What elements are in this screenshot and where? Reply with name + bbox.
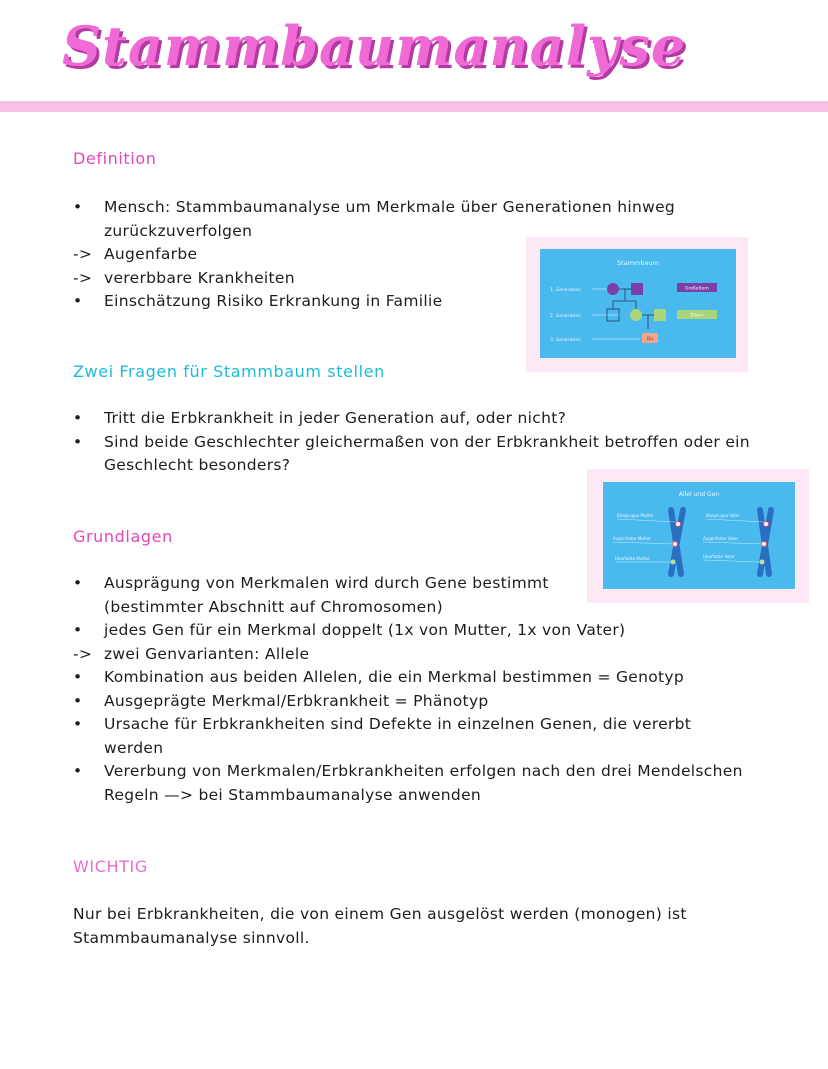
du-label: Du — [646, 337, 654, 342]
list-item-text: Einschätzung Risiko Erkrankung in Familie — [104, 292, 443, 310]
bullet-marker: • — [73, 715, 83, 733]
male-symbol — [654, 309, 666, 321]
page-title: Stammbaumanalyse — [62, 14, 687, 78]
bullet-marker: • — [73, 574, 83, 592]
allel-label-right: Augenfarbe Vater — [703, 536, 739, 541]
bullet-marker: • — [73, 409, 83, 427]
male-symbol — [631, 283, 643, 295]
allel-marker — [760, 560, 765, 565]
bullet-marker: • — [73, 668, 83, 686]
generation-label: 2. Generation — [550, 314, 581, 319]
female-symbol — [607, 283, 619, 295]
label-pointer-line — [706, 519, 764, 522]
allel-marker — [671, 560, 676, 565]
list-item — [0, 619, 743, 643]
list-item-text: Sind beide Geschlechter gleichermaßen von der Erbkrankheit betroffen oder ein — [104, 432, 750, 451]
paragraph-line: Stammbaumanalyse sinnvoll. — [73, 928, 310, 947]
allel-marker — [764, 522, 769, 527]
list-item — [0, 196, 675, 220]
label-pointer-line — [703, 542, 762, 544]
list-item — [0, 407, 750, 431]
bullet-marker: • — [73, 691, 83, 710]
bullet-marker: • — [73, 621, 83, 639]
list-item — [0, 596, 743, 620]
stammbaum-figure — [540, 249, 736, 358]
bullet-marker: • — [73, 292, 83, 310]
list-item-text: Mensch: Stammbaumanalyse um Merkmale über Generationen hinweg — [104, 198, 676, 216]
title-underline-bar — [0, 101, 828, 112]
list-item — [0, 643, 743, 667]
stammbaum-diagram — [540, 249, 736, 358]
allel-marker — [762, 542, 767, 547]
list-item-text: Kombination aus beiden Allelen, die ein Merkmal bestimmen = Genotyp — [104, 668, 685, 686]
fragen-list — [0, 407, 750, 478]
arrow-marker: -> — [73, 268, 93, 287]
bullet-marker: • — [73, 432, 83, 451]
stammbaum-title: Stammbaum — [617, 259, 659, 267]
heading-definition: Definition — [73, 149, 157, 168]
grundlagen-list — [0, 572, 743, 807]
heading-grundlagen: Grundlagen — [73, 527, 173, 546]
female-symbol — [630, 309, 642, 321]
label-pointer-line — [617, 519, 676, 522]
list-item — [0, 690, 743, 714]
allel-label-left: Augenfarbe Mutter — [613, 536, 651, 541]
bullet-marker: • — [73, 198, 83, 216]
arrow-marker: -> — [73, 644, 93, 663]
list-item — [0, 713, 743, 737]
label-pointer-line — [703, 560, 760, 562]
list-item-text: werden — [104, 738, 164, 757]
list-item-text: Ausgeprägte Merkmal/Erbkrankheit = Phänotyp — [104, 691, 489, 710]
list-item-text: vererbbare Krankheiten — [104, 268, 295, 287]
allel-label-left: Blutgruppe Mutter — [617, 513, 654, 518]
list-item — [0, 760, 743, 784]
heading-zwei-fragen: Zwei Fragen für Stammbaum stellen — [73, 362, 385, 381]
list-item-text: zwei Genvarianten: Allele — [104, 644, 310, 663]
allel-label-right: Haarfarbe Vater — [703, 554, 735, 559]
list-item-text: Regeln —> bei Stammbaumanalyse anwenden — [104, 785, 482, 804]
list-item-text: (bestimmter Abschnitt auf Chromosomen) — [104, 597, 443, 616]
bullet-marker: • — [73, 762, 83, 780]
list-item — [0, 784, 743, 808]
heading-wichtig: WICHTIG — [73, 857, 148, 876]
paragraph-line: Nur bei Erbkrankheiten, die von einem Gen ausgelöst werden (monogen) ist — [73, 905, 687, 923]
list-item-text: jedes Gen für ein Merkmal doppelt (1x von Mutter, 1x von Vater) — [104, 621, 626, 639]
list-item-text: Tritt die Erbkrankheit in jeder Generation auf, oder nicht? — [104, 409, 567, 427]
label-pointer-line — [613, 542, 673, 544]
list-item — [0, 572, 743, 596]
list-item — [0, 737, 743, 761]
arrow-marker: -> — [73, 245, 93, 263]
allel-title: Allel und Gen — [678, 491, 720, 498]
list-item — [0, 666, 743, 690]
grosseltern-label: Großeltern — [684, 286, 710, 292]
allel-label-right: Blutgruppe Vater — [706, 513, 741, 518]
list-item-text: zurückzuverfolgen — [104, 221, 253, 240]
generation-label: 3. Generation — [550, 338, 581, 343]
allel-marker — [673, 542, 678, 547]
eltern-label: Eltern — [690, 313, 704, 319]
list-item-text: Ursache für Erbkrankheiten sind Defekte in einzelnen Genen, die vererbt — [104, 715, 692, 733]
allel-label-left: Haarfarbe Mutter — [615, 556, 650, 561]
generation-label: 1. Generation — [550, 288, 581, 293]
list-item-text: Geschlecht besonders? — [104, 456, 291, 474]
list-item-text: Vererbung von Merkmalen/Erbkrankheiten erfolgen nach den drei Mendelschen — [104, 762, 743, 780]
allel-marker — [676, 522, 681, 527]
list-item — [0, 431, 750, 455]
wichtig-paragraph — [73, 903, 773, 950]
list-item-text: Ausprägung von Merkmalen wird durch Gene bestimmt — [104, 574, 549, 592]
list-item-text: Augenfarbe — [104, 245, 198, 263]
